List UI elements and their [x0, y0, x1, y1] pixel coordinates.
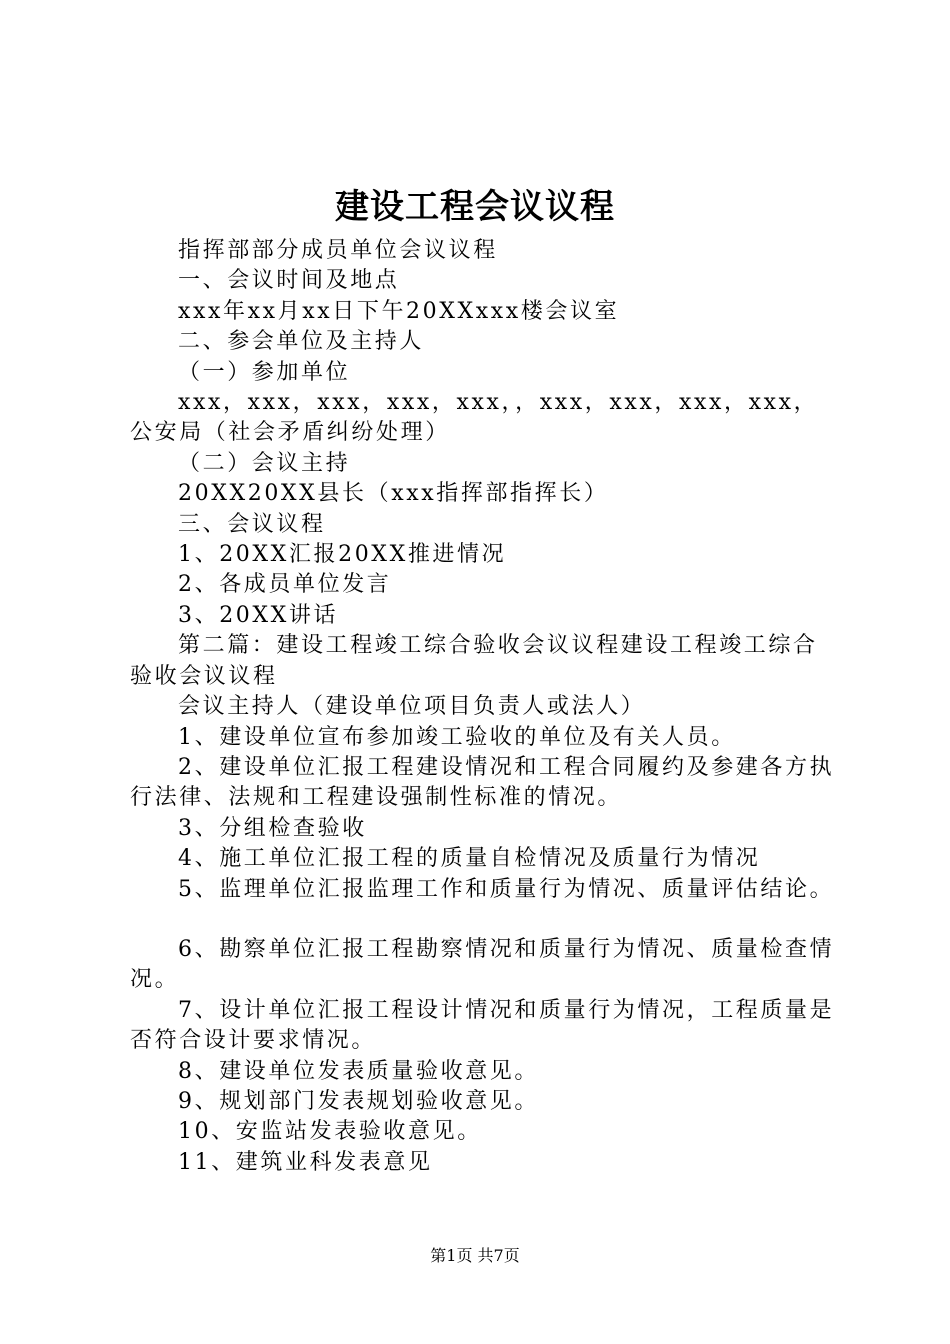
paragraph: 9、规划部门发表规划验收意见。 — [178, 1088, 539, 1114]
paragraph: 指挥部部分成员单位会议议程 — [178, 238, 498, 263]
paragraph: 第二篇：建设工程竣工综合验收会议议程建设工程竣工综合验收会议议程 — [130, 633, 818, 689]
paragraph: （二）会议主持 — [178, 450, 351, 476]
paragraph: 20XX20XX县长（xxx指挥部指挥长） — [178, 481, 609, 507]
paragraph: 二、参会单位及主持人 — [178, 329, 425, 355]
paragraph: 1、建设单位宣布参加竣工验收的单位及有关人员。 — [178, 724, 736, 750]
paragraph: 一、会议时间及地点 — [178, 268, 400, 294]
paragraph: xxx年xx月xx日下午20XXxxx楼会议室 — [178, 298, 620, 324]
paragraph: xxx，xxx，xxx，xxx，xxx，，xxx，xxx，xxx，xxx，公安局（社会矛盾纠纷处理） — [130, 390, 819, 446]
paragraph: 10、安监站发表验收意见。 — [178, 1119, 482, 1145]
paragraph: 三、会议议程 — [178, 511, 326, 537]
paragraph: 2、建设单位汇报工程建设情况和工程合同履约及参建各方执行法律、法规和工程建设强制性标准的情况。 — [130, 754, 835, 811]
paragraph: 8、建设单位发表质量验收意见。 — [178, 1058, 539, 1084]
document-body — [130, 236, 835, 1178]
paragraph: 1、20XX汇报20XX推进情况 — [178, 542, 507, 568]
paragraph: 4、施工单位汇报工程的质量自检情况及质量行为情况 — [178, 846, 761, 872]
document-title: 建设工程会议议程 — [335, 187, 615, 227]
paragraph: 6、勘察单位汇报工程勘察情况和质量行为情况、质量检查情况。 — [130, 936, 835, 993]
paragraph: （一）参加单位 — [178, 359, 351, 385]
paragraph: 5、监理单位汇报监理工作和质量行为情况、质量评估结论。 — [178, 876, 835, 902]
page-footer: 第1页 共7页 — [430, 1246, 520, 1265]
paragraph: 7、设计单位汇报工程设计情况和质量行为情况，工程质量是否符合设计要求情况。 — [130, 997, 835, 1054]
paragraph: 3、20XX讲话 — [178, 602, 339, 628]
paragraph: 11、建筑业科发表意见 — [178, 1149, 433, 1175]
paragraph: 会议主持人（建设单位项目负责人或法人） — [178, 694, 646, 720]
paragraph: 3、分组检查验收 — [178, 815, 367, 841]
paragraph: 2、各成员单位发言 — [178, 572, 392, 598]
